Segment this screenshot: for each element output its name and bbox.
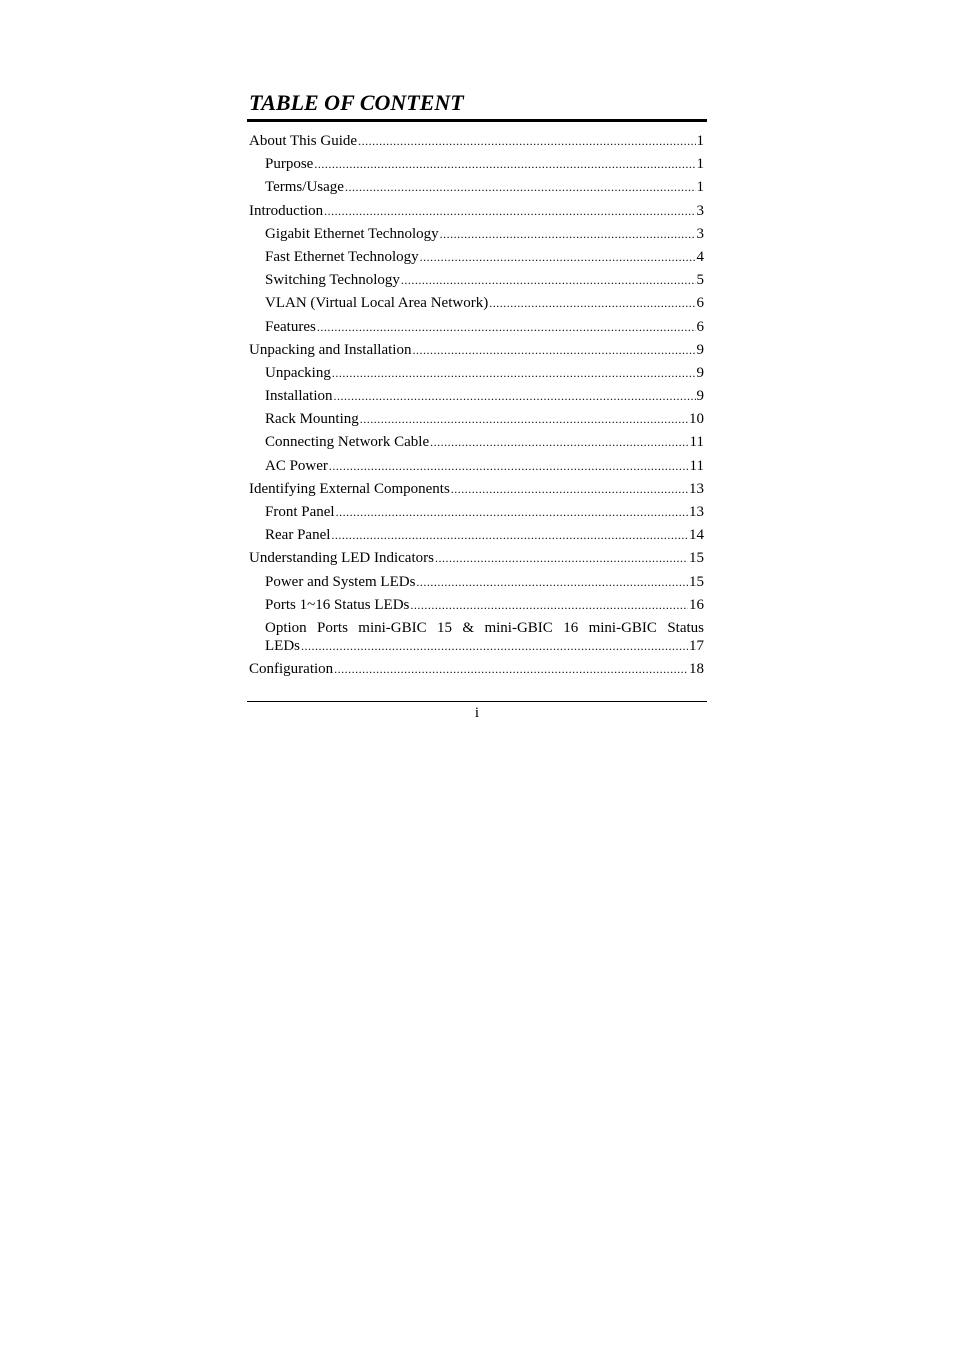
toc-entry-unpacking-and-installation[interactable] xyxy=(247,341,707,364)
toc-entry-label: Unpacking and Installation xyxy=(249,341,412,358)
toc-entry-page: 18 xyxy=(689,660,704,677)
toc-entry-page: 4 xyxy=(696,248,704,265)
toc-entry-switching-technology[interactable] xyxy=(247,271,707,294)
dot-leader xyxy=(331,526,688,544)
dot-leader xyxy=(336,503,688,521)
toc-entry-label: Ports 1~16 Status LEDs xyxy=(265,596,410,613)
dot-leader xyxy=(430,433,688,451)
toc-entry-page: 11 xyxy=(689,434,704,451)
toc-entry-connecting-network-cable[interactable] xyxy=(247,433,707,456)
dot-leader xyxy=(301,637,688,655)
page-title: TABLE OF CONTENT xyxy=(249,90,464,115)
toc-entry-label: Identifying External Components xyxy=(249,480,450,497)
toc-entry-label: Unpacking xyxy=(265,364,331,381)
toc-entry-unpacking[interactable] xyxy=(247,364,707,387)
toc-entry-page: 15 xyxy=(689,573,704,590)
toc-entry-page: 10 xyxy=(689,411,704,428)
toc-entry-page: 3 xyxy=(696,202,704,219)
toc-entry-gigabit-ethernet[interactable] xyxy=(247,225,707,248)
toc-entry-page: 14 xyxy=(689,527,704,544)
toc-entry-label: Introduction xyxy=(249,202,324,219)
dot-leader xyxy=(334,660,688,678)
dot-leader xyxy=(317,318,696,336)
toc-entry-option-ports-status-leds[interactable] xyxy=(247,619,707,655)
dot-leader xyxy=(416,573,688,591)
toc-entry-label: Configuration xyxy=(249,660,334,677)
toc-entry-introduction[interactable] xyxy=(247,202,707,225)
toc-entry-page: 15 xyxy=(689,550,704,567)
toc-entry-ports-status-leds[interactable] xyxy=(247,596,707,619)
toc-entry-rack-mounting[interactable] xyxy=(247,410,707,433)
toc-entry-page: 9 xyxy=(696,388,704,405)
toc-entry-label: Fast Ethernet Technology xyxy=(265,248,419,265)
toc-entry-page: 1 xyxy=(696,156,704,173)
toc-entry-label: Front Panel xyxy=(265,504,335,520)
toc-entry-purpose[interactable] xyxy=(247,155,707,178)
toc-entry-page: 6 xyxy=(696,295,704,312)
toc-entry-page: 1 xyxy=(696,133,704,149)
footer-rule xyxy=(247,701,707,702)
dot-leader xyxy=(332,364,696,382)
toc-entry-label: Rear Panel xyxy=(265,527,331,544)
toc-entry-terms-usage[interactable] xyxy=(247,178,707,201)
toc-entry-page: 6 xyxy=(696,318,704,335)
dot-leader xyxy=(401,271,696,289)
toc-entry-label: AC Power xyxy=(265,457,328,474)
toc-entry-label: Option Ports mini-GBIC 15 & mini-GBIC 16 mini-GBIC Status xyxy=(265,619,704,636)
toc-entry-power-and-system-leds[interactable] xyxy=(247,573,707,596)
toc-entry-label: Rack Mounting xyxy=(265,411,359,428)
dot-leader xyxy=(324,202,695,220)
toc-entry-page: 11 xyxy=(689,457,704,474)
toc-entry-fast-ethernet[interactable] xyxy=(247,248,707,271)
toc-entry-page: 16 xyxy=(689,596,704,613)
dot-leader xyxy=(420,248,696,266)
footer-page-number: i xyxy=(474,705,480,721)
dot-leader xyxy=(412,341,695,359)
dot-leader xyxy=(451,480,688,498)
dot-leader xyxy=(435,549,688,567)
dot-leader xyxy=(440,225,696,243)
toc-entry-page: 13 xyxy=(689,504,704,520)
toc-entry-page: 17 xyxy=(689,637,704,654)
dot-leader xyxy=(345,178,696,196)
toc-entry-identifying-external-components[interactable] xyxy=(247,480,707,503)
dot-leader xyxy=(410,596,688,614)
toc-entry-label: Gigabit Ethernet Technology xyxy=(265,225,439,242)
toc-entry-rear-panel[interactable] xyxy=(247,526,707,549)
dot-leader xyxy=(489,294,695,312)
toc-entry-page: 9 xyxy=(696,341,704,358)
toc-entry-installation[interactable] xyxy=(247,387,707,410)
toc-entry-understanding-led-indicators[interactable] xyxy=(247,549,707,572)
dot-leader xyxy=(334,387,696,405)
toc-entry-label: Terms/Usage xyxy=(265,179,344,196)
toc-entry-label: Understanding LED Indicators xyxy=(249,550,434,567)
toc-entry-page: 3 xyxy=(696,225,704,242)
toc-entry-label: Switching Technology xyxy=(265,272,400,289)
toc-entry-label: Connecting Network Cable xyxy=(265,434,430,451)
dot-leader xyxy=(360,410,688,428)
toc-entry-label: Purpose xyxy=(265,156,314,173)
title-rule xyxy=(247,119,707,122)
dot-leader xyxy=(329,457,689,475)
toc-entry-vlan[interactable] xyxy=(247,294,707,317)
toc-entry-page: 1 xyxy=(696,179,704,196)
toc-entry-label: Features xyxy=(265,318,316,335)
toc-entry-about-this-guide[interactable] xyxy=(247,132,707,155)
toc-list xyxy=(247,132,707,683)
toc-entry-label: About This Guide xyxy=(249,133,358,149)
toc-entry-page: 9 xyxy=(696,364,704,381)
dot-leader xyxy=(314,155,695,173)
toc-entry-label: Installation xyxy=(265,388,333,405)
toc-entry-ac-power[interactable] xyxy=(247,457,707,480)
toc-entry-page: 13 xyxy=(689,480,704,497)
toc-entry-label: VLAN (Virtual Local Area Network) xyxy=(265,295,489,312)
toc-entry-label: Power and System LEDs xyxy=(265,573,416,590)
toc-entry-continuation xyxy=(265,637,704,655)
toc-entry-page: 5 xyxy=(696,272,704,289)
dot-leader xyxy=(358,132,695,150)
toc-entry-label-continued: LEDs xyxy=(265,637,300,654)
toc-entry-features[interactable] xyxy=(247,318,707,341)
toc-entry-configuration[interactable] xyxy=(247,660,707,683)
toc-page xyxy=(247,88,707,683)
toc-entry-front-panel[interactable] xyxy=(247,503,707,526)
